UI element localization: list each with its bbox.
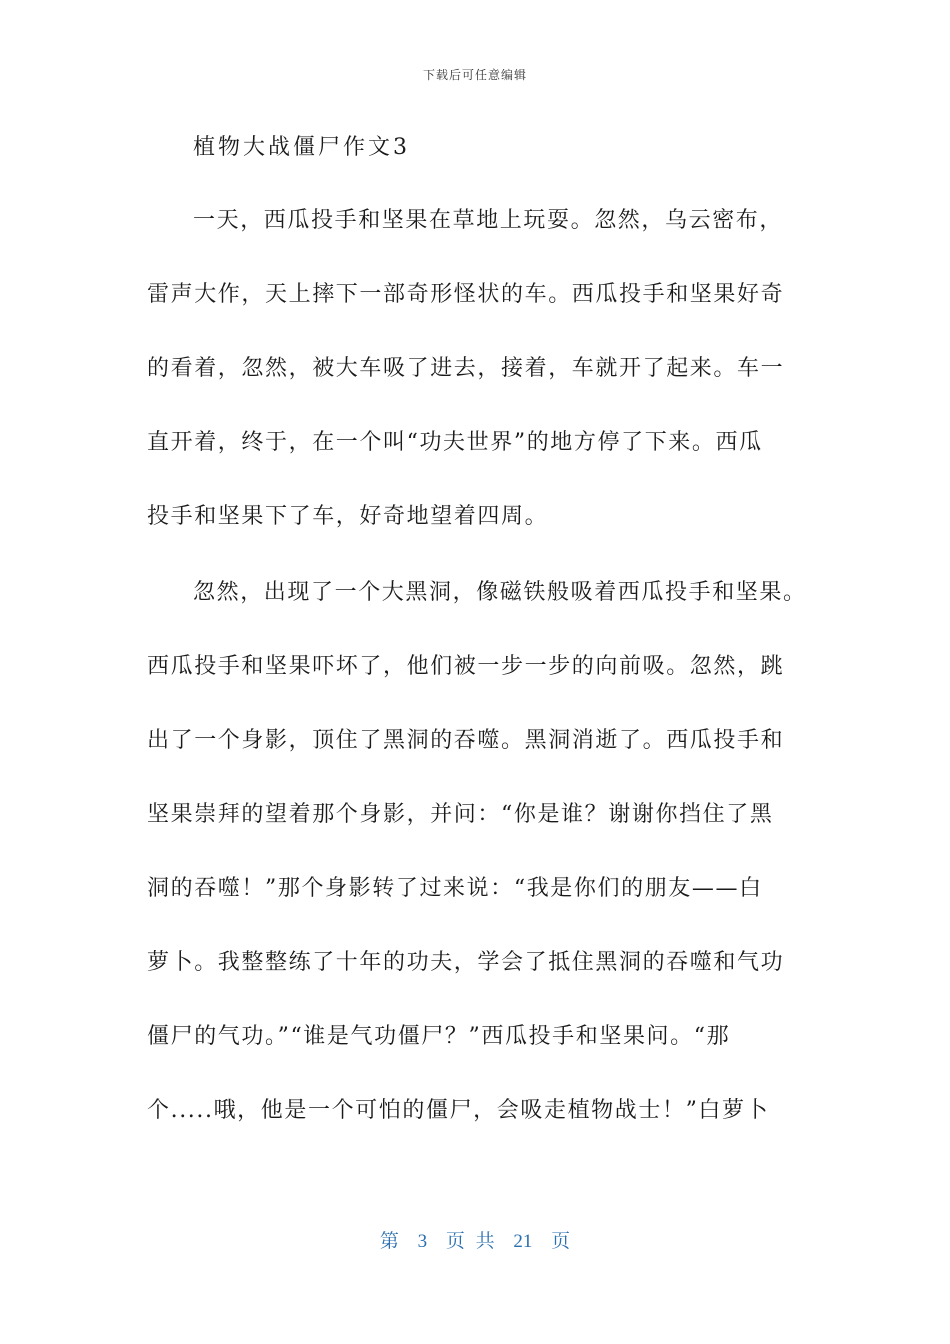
- paragraph-line: 个.....哦，他是一个可怕的僵尸，会吸走植物战士！”白萝卜: [147, 1098, 770, 1123]
- total-page-count: 21: [513, 1231, 533, 1252]
- paragraph-line: 萝卜。我整整练了十年的功夫，学会了抵住黑洞的吞噬和气功: [147, 950, 785, 975]
- paragraph-line: 坚果崇拜的望着那个身影，并问：“你是谁？谢谢你挡住了黑: [147, 802, 774, 827]
- footer-prefix: 第: [379, 1231, 399, 1252]
- current-page-number: 3: [417, 1231, 428, 1252]
- page-header-note: 下载后可任意编辑: [422, 68, 527, 82]
- footer-middle: 页 共: [445, 1231, 495, 1252]
- page-number-footer: [0, 1226, 950, 1253]
- paragraph-line: 西瓜投手和坚果吓坏了，他们被一步一步的向前吸。忽然，跳: [147, 654, 785, 679]
- paragraph-line: 出了一个身影，顶住了黑洞的吞噬。黑洞消逝了。西瓜投手和: [147, 728, 785, 753]
- footer-suffix: 页: [551, 1231, 571, 1252]
- paragraph-line: 僵尸的气功。”“谁是气功僵尸？”西瓜投手和坚果问。“那: [147, 1024, 731, 1049]
- paragraph-line: 忽然，出现了一个大黑洞，像磁铁般吸着西瓜投手和坚果。: [193, 580, 807, 605]
- paragraph-line: 雷声大作，天上摔下一部奇形怪状的车。西瓜投手和坚果好奇: [147, 282, 785, 307]
- paragraph-line: 的看着，忽然，被大车吸了进去，接着，车就开了起来。车一: [147, 356, 785, 381]
- paragraph-line: 投手和坚果下了车，好奇地望着四周。: [147, 504, 549, 529]
- paragraph-line: 洞的吞噬！”那个身影转了过来说：“我是你们的朋友——白: [147, 876, 763, 901]
- document-title: 植物大战僵尸作文3: [193, 135, 410, 160]
- paragraph-line: 一天，西瓜投手和坚果在草地上玩耍。忽然，乌云密布，: [193, 208, 784, 233]
- paragraph-line: 直开着，终于，在一个叫“功夫世界”的地方停了下来。西瓜: [147, 430, 763, 455]
